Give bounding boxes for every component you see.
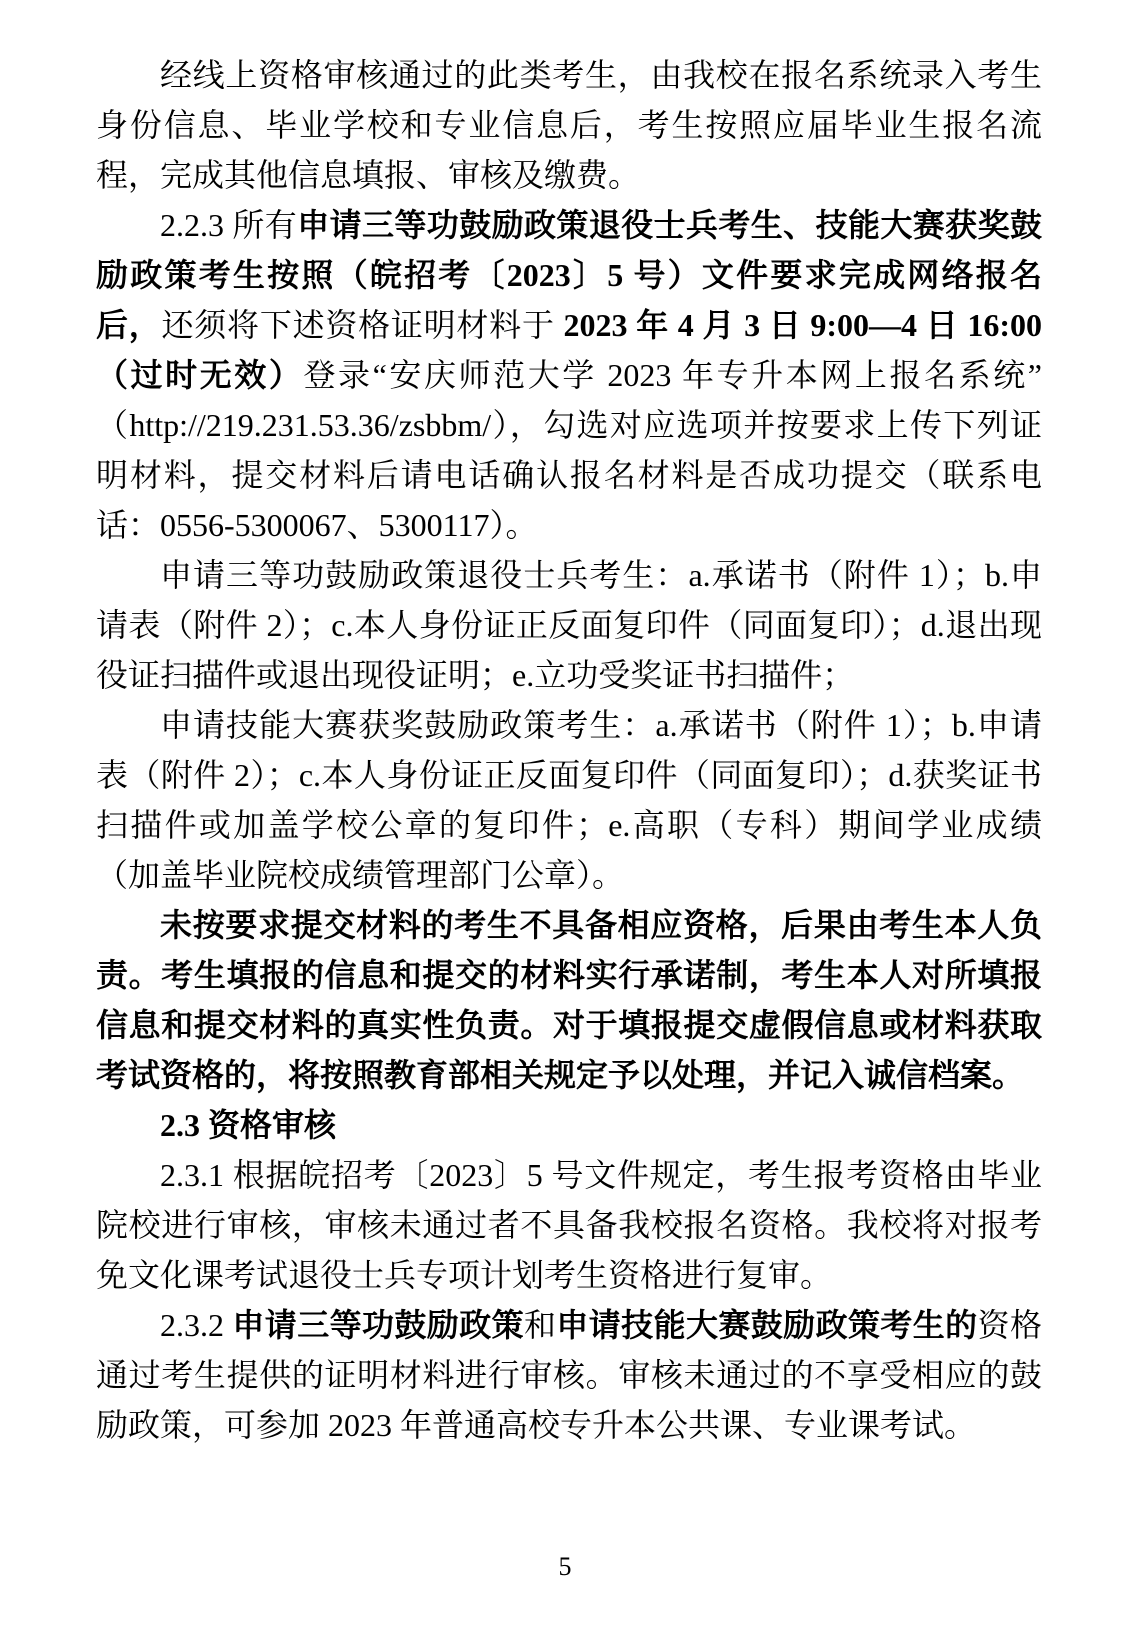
text-segment: 和 [523,1307,557,1343]
page-number: 5 [558,1552,572,1581]
para-2-3-2 [96,1300,1042,1450]
para-online-review [96,50,1042,200]
text-segment: 还须将下述资格证明材料于 [161,307,564,343]
bold-text-segment: 申请三等功鼓励政策 [232,1307,524,1343]
text-segment: 2.2.3 所有 [160,207,298,243]
para-2-3-1 [96,1150,1042,1300]
bold-text-segment: 2023 年 4 月 3 日 9:00—4 日 16:00（过时无效） [96,307,1042,393]
text-segment: 2.3.1 根据皖招考〔2023〕5 号文件规定，考生报考资格由毕业院校进行审核，审核未通过者不具备我校报名资格。我校将对报考免文化课考试退役士兵专项计划考生资格进行复审。 [96,1157,1042,1293]
bold-text-segment: 2.3 资格审核 [160,1107,337,1143]
para-responsibility-notice [96,900,1042,1100]
text-segment: 申请三等功鼓励政策退役士兵考生：a.承诺书（附件 1）；b.申请表（附件 2）；c.本人身份证正反面复印件（同面复印）；d.退出现役证扫描件或退出现役证明；e.立功受奖证书扫描件； [96,557,1042,693]
para-skill-award-materials [96,700,1042,900]
para-sandenggong-materials [96,550,1042,700]
text-segment: 申请技能大赛获奖鼓励政策考生：a.承诺书（附件 1）；b.申请表（附件 2）；c.本人身份证正反面复印件（同面复印）；d.获奖证书扫描件或加盖学校公章的复印件；e.高职（专科）期间学业成绩（加盖毕业院校成绩管理部门公章）。 [96,707,1042,893]
text-segment: 资格通过考生提供的证明材料进行审核。审核未通过的不享受相应的鼓励政策，可参加 2023 年普通高校专升本公共课、专业课考试。 [96,1307,1042,1443]
document-body [96,50,1042,1450]
heading-2-3 [96,1100,1042,1150]
bold-text-segment: 申请技能大赛鼓励政策考生的 [556,1307,978,1343]
text-segment: 登录“安庆师范大学 2023 年专升本网上报名系统”（http://219.231.53.36/zsbbm/），勾选对应选项并按要求上传下列证明材料，提交材料后请电话确认报名材料是否成功提交（联系电话：0556-5300067、5300117）。 [96,357,1042,543]
bold-text-segment: 申请三等功鼓励政策退役士兵考生、技能大赛获奖鼓励政策考生按照（皖招考〔2023〕5 号）文件要求完成网络报名后， [96,207,1042,343]
text-segment: 2.3.2 [160,1307,233,1343]
text-segment: 经线上资格审核通过的此类考生，由我校在报名系统录入考生身份信息、毕业学校和专业信息后，考生按照应届毕业生报名流程，完成其他信息填报、审核及缴费。 [96,57,1042,193]
page-footer [0,1552,1130,1582]
bold-text-segment: 未按要求提交材料的考生不具备相应资格，后果由考生本人负责。考生填报的信息和提交的材料实行承诺制，考生本人对所填报信息和提交材料的真实性负责。对于填报提交虚假信息或材料获取考试资格的，将按照教育部相关规定予以处理，并记入诚信档案。 [96,907,1042,1093]
para-2-2-3 [96,200,1042,550]
